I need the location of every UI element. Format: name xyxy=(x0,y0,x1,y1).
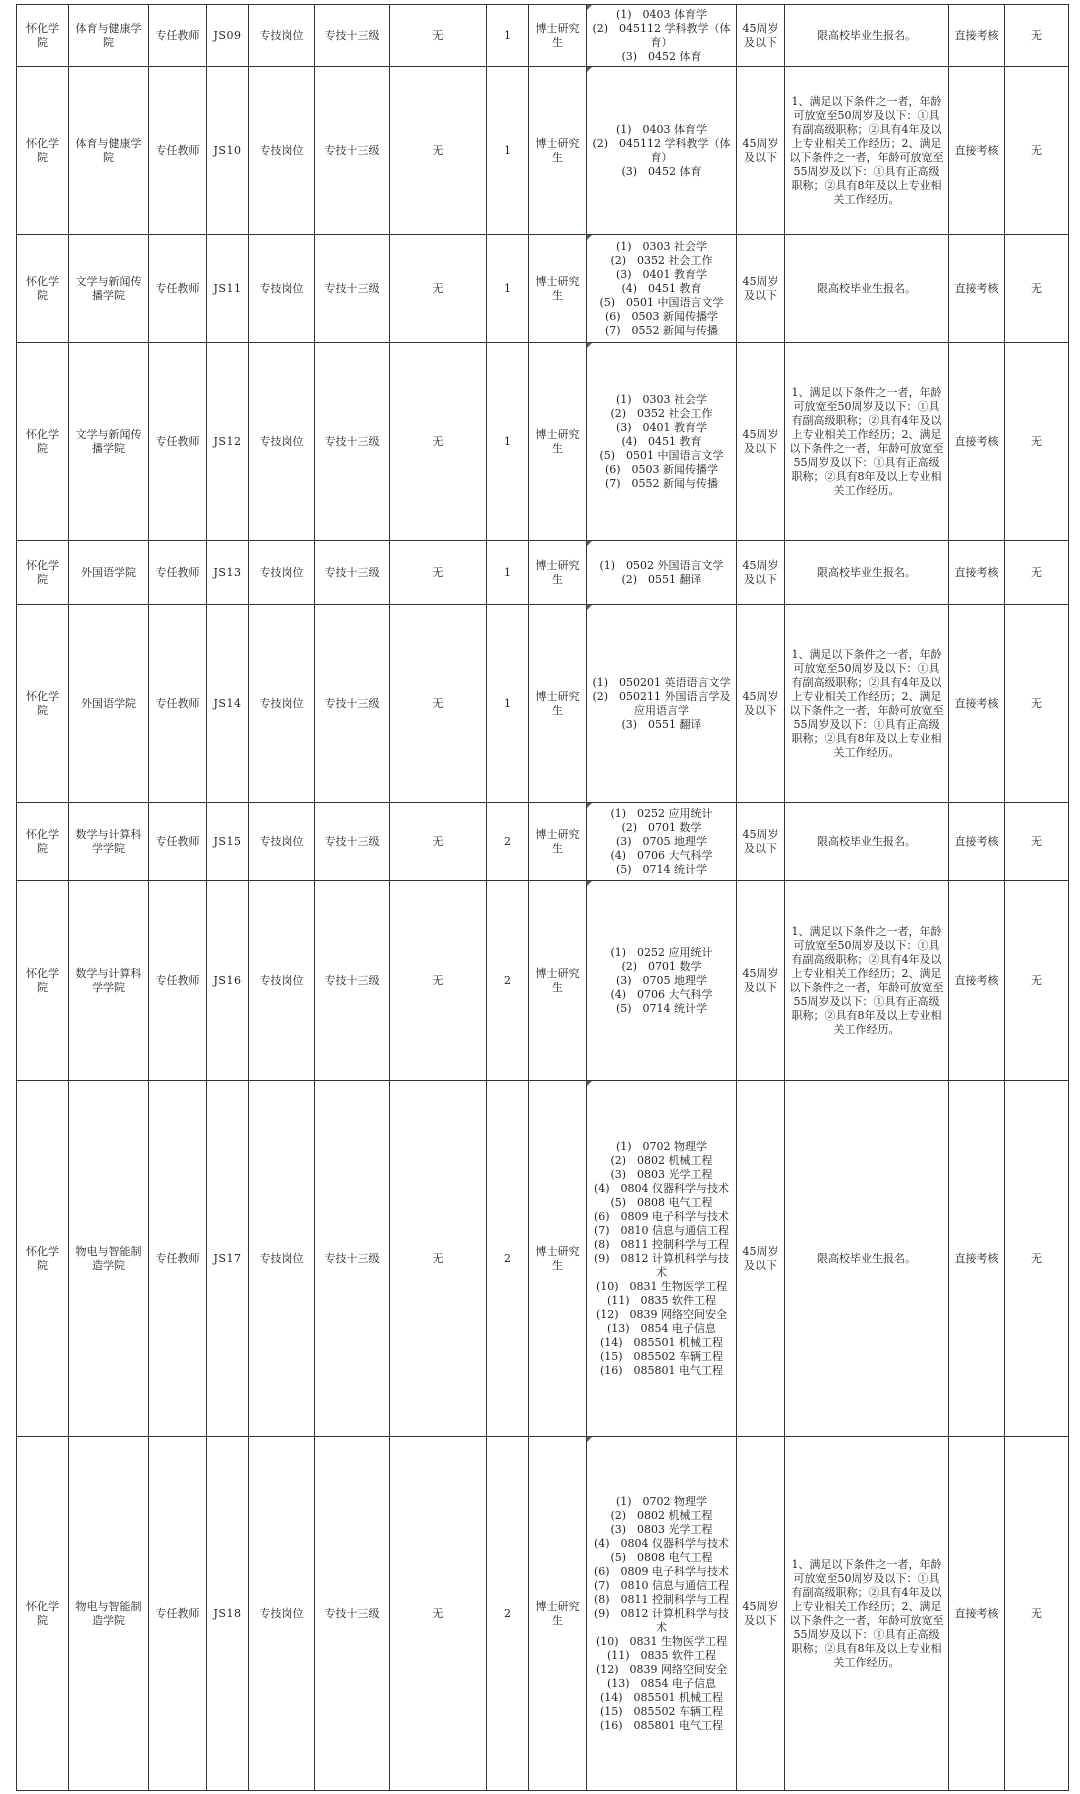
post-category-cell: 专技岗位 xyxy=(249,343,315,541)
department-cell: 外国语学院 xyxy=(69,605,149,803)
major-item: (1) 0252 应用统计 xyxy=(610,806,713,820)
school-name-cell: 怀化学院 xyxy=(17,1437,69,1791)
major-item: (8) 0811 控制科学与工程 xyxy=(593,1592,730,1606)
education-cell: 博士研究生 xyxy=(529,67,587,235)
major-item: (1) 0502 外国语言文学 xyxy=(599,558,724,572)
job-title-cell: 专任教师 xyxy=(149,67,207,235)
post-level-cell: 专技十三级 xyxy=(315,605,390,803)
job-code-cell: JS12 xyxy=(207,343,249,541)
post-level-cell: 专技十三级 xyxy=(315,881,390,1081)
major-item: (3) 0452 体育 xyxy=(621,49,702,63)
major-item: (1) 050201 英语语言文学 xyxy=(592,675,731,689)
remark-cell: 无 xyxy=(1005,1437,1069,1791)
recruitment-table xyxy=(16,4,1069,1791)
school-name-cell: 怀化学院 xyxy=(17,803,69,881)
post-level-cell: 专技十三级 xyxy=(315,541,390,605)
post-category-cell: 专技岗位 xyxy=(249,803,315,881)
other-requirement-cell: 无 xyxy=(390,803,487,881)
major-item: (4) 0706 大气科学 xyxy=(610,987,713,1001)
table-row xyxy=(17,605,1069,803)
education-cell: 博士研究生 xyxy=(529,235,587,343)
table-row xyxy=(17,803,1069,881)
major-item: (6) 0809 电子科学与技术 xyxy=(593,1564,730,1578)
post-level-cell: 专技十三级 xyxy=(315,1081,390,1437)
job-title-cell: 专任教师 xyxy=(149,1081,207,1437)
majors-cell xyxy=(587,235,737,343)
major-item: (16) 085801 电气工程 xyxy=(599,1718,724,1732)
major-item: (14) 085501 机械工程 xyxy=(599,1690,724,1704)
post-level-cell: 专技十三级 xyxy=(315,803,390,881)
major-item: (12) 0839 网络空间安全 xyxy=(595,1307,728,1321)
school-name-cell: 怀化学院 xyxy=(17,67,69,235)
post-level-cell: 专技十三级 xyxy=(315,1437,390,1791)
assessment-method-cell: 直接考核 xyxy=(949,343,1005,541)
major-item: (7) 0810 信息与通信工程 xyxy=(593,1578,730,1592)
post-category-cell: 专技岗位 xyxy=(249,1437,315,1791)
major-item: (9) 0812 计算机科学与技术 xyxy=(593,1606,730,1634)
hire-count-cell: 1 xyxy=(487,605,529,803)
age-limit-cell: 45周岁及以下 xyxy=(737,1437,785,1791)
other-requirement-cell: 无 xyxy=(390,605,487,803)
major-item: (16) 085801 电气工程 xyxy=(599,1363,724,1377)
job-title-cell: 专任教师 xyxy=(149,343,207,541)
school-name-cell: 怀化学院 xyxy=(17,343,69,541)
job-code-cell: JS18 xyxy=(207,1437,249,1791)
major-item: (4) 0804 仪器科学与技术 xyxy=(593,1181,730,1195)
major-item: (1) 0303 社会学 xyxy=(615,392,708,406)
age-limit-cell: 45周岁及以下 xyxy=(737,803,785,881)
major-item: (3) 0803 光学工程 xyxy=(610,1522,713,1536)
school-name-cell: 怀化学院 xyxy=(17,1081,69,1437)
major-item: (15) 085502 车辆工程 xyxy=(599,1704,724,1718)
education-cell: 博士研究生 xyxy=(529,605,587,803)
major-item: (3) 0452 体育 xyxy=(621,164,702,178)
hire-count-cell: 2 xyxy=(487,881,529,1081)
post-category-cell: 专技岗位 xyxy=(249,881,315,1081)
department-cell: 数学与计算科学学院 xyxy=(69,881,149,1081)
job-title-cell: 专任教师 xyxy=(149,541,207,605)
notes-cell: 限高校毕业生报名。 xyxy=(785,5,949,67)
table-row xyxy=(17,881,1069,1081)
major-item: (5) 0501 中国语言文学 xyxy=(599,295,724,309)
school-name-cell: 怀化学院 xyxy=(17,605,69,803)
other-requirement-cell: 无 xyxy=(390,881,487,1081)
major-item: (6) 0503 新闻传播学 xyxy=(604,462,719,476)
department-cell: 数学与计算科学学院 xyxy=(69,803,149,881)
other-requirement-cell: 无 xyxy=(390,67,487,235)
major-item: (5) 0808 电气工程 xyxy=(610,1195,713,1209)
major-item: (11) 0835 软件工程 xyxy=(606,1293,717,1307)
majors-cell xyxy=(587,343,737,541)
major-item: (2) 045112 学科教学（体育） xyxy=(592,136,731,164)
notes-cell: 限高校毕业生报名。 xyxy=(785,1081,949,1437)
majors-cell xyxy=(587,881,737,1081)
assessment-method-cell: 直接考核 xyxy=(949,803,1005,881)
notes-cell: 1、满足以下条件之一者，年龄可放宽至50周岁及以下：①具有副高级职称；②具有4年及以上专业相关工作经历；2、满足以下条件之一者，年龄可放宽至55周岁及以下：①具有正高级职称；②具有8年及以上专业相关工作经历。 xyxy=(785,881,949,1081)
school-name-cell: 怀化学院 xyxy=(17,881,69,1081)
other-requirement-cell: 无 xyxy=(390,343,487,541)
hire-count-cell: 2 xyxy=(487,1081,529,1437)
majors-cell xyxy=(587,1081,737,1437)
job-code-cell: JS15 xyxy=(207,803,249,881)
hire-count-cell: 1 xyxy=(487,235,529,343)
assessment-method-cell: 直接考核 xyxy=(949,235,1005,343)
school-name-cell: 怀化学院 xyxy=(17,5,69,67)
education-cell: 博士研究生 xyxy=(529,881,587,1081)
school-name-cell: 怀化学院 xyxy=(17,235,69,343)
job-code-cell: JS13 xyxy=(207,541,249,605)
hire-count-cell: 2 xyxy=(487,803,529,881)
major-item: (14) 085501 机械工程 xyxy=(599,1335,724,1349)
notes-cell: 1、满足以下条件之一者，年龄可放宽至50周岁及以下：①具有副高级职称；②具有4年及以上专业相关工作经历；2、满足以下条件之一者，年龄可放宽至55周岁及以下：①具有正高级职称；②具有8年及以上专业相关工作经历。 xyxy=(785,343,949,541)
table-row xyxy=(17,541,1069,605)
notes-cell: 1、满足以下条件之一者，年龄可放宽至50周岁及以下：①具有副高级职称；②具有4年及以上专业相关工作经历；2、满足以下条件之一者，年龄可放宽至55周岁及以下：①具有正高级职称；②具有8年及以上专业相关工作经历。 xyxy=(785,605,949,803)
major-item: (5) 0714 统计学 xyxy=(615,1001,708,1015)
post-category-cell: 专技岗位 xyxy=(249,605,315,803)
table-row xyxy=(17,343,1069,541)
job-code-cell: JS11 xyxy=(207,235,249,343)
table-row xyxy=(17,1437,1069,1791)
school-name-cell: 怀化学院 xyxy=(17,541,69,605)
major-item: (1) 0702 物理学 xyxy=(615,1494,708,1508)
other-requirement-cell: 无 xyxy=(390,5,487,67)
age-limit-cell: 45周岁及以下 xyxy=(737,1081,785,1437)
assessment-method-cell: 直接考核 xyxy=(949,881,1005,1081)
major-item: (2) 0352 社会工作 xyxy=(610,253,713,267)
majors-cell xyxy=(587,541,737,605)
major-item: (3) 0401 教育学 xyxy=(615,420,708,434)
table-row xyxy=(17,5,1069,67)
assessment-method-cell: 直接考核 xyxy=(949,1081,1005,1437)
post-category-cell: 专技岗位 xyxy=(249,67,315,235)
notes-cell: 1、满足以下条件之一者，年龄可放宽至50周岁及以下：①具有副高级职称；②具有4年及以上专业相关工作经历；2、满足以下条件之一者，年龄可放宽至55周岁及以下：①具有正高级职称；②具有8年及以上专业相关工作经历。 xyxy=(785,67,949,235)
job-code-cell: JS14 xyxy=(207,605,249,803)
post-level-cell: 专技十三级 xyxy=(315,67,390,235)
job-title-cell: 专任教师 xyxy=(149,605,207,803)
major-item: (2) 0352 社会工作 xyxy=(610,406,713,420)
major-item: (4) 0451 教育 xyxy=(621,281,702,295)
education-cell: 博士研究生 xyxy=(529,1081,587,1437)
department-cell: 文学与新闻传播学院 xyxy=(69,343,149,541)
job-code-cell: JS16 xyxy=(207,881,249,1081)
major-item: (10) 0831 生物医学工程 xyxy=(595,1634,728,1648)
hire-count-cell: 1 xyxy=(487,343,529,541)
notes-cell: 1、满足以下条件之一者，年龄可放宽至50周岁及以下：①具有副高级职称；②具有4年及以上专业相关工作经历；2、满足以下条件之一者，年龄可放宽至55周岁及以下：①具有正高级职称；②具有8年及以上专业相关工作经历。 xyxy=(785,1437,949,1791)
department-cell: 物电与智能制造学院 xyxy=(69,1081,149,1437)
department-cell: 文学与新闻传播学院 xyxy=(69,235,149,343)
other-requirement-cell: 无 xyxy=(390,1437,487,1791)
remark-cell: 无 xyxy=(1005,67,1069,235)
post-level-cell: 专技十三级 xyxy=(315,343,390,541)
major-item: (3) 0705 地理学 xyxy=(615,834,708,848)
major-item: (13) 0854 电子信息 xyxy=(606,1676,717,1690)
hire-count-cell: 1 xyxy=(487,5,529,67)
major-item: (7) 0552 新闻与传播 xyxy=(604,476,719,490)
post-category-cell: 专技岗位 xyxy=(249,541,315,605)
notes-cell: 限高校毕业生报名。 xyxy=(785,803,949,881)
major-item: (4) 0451 教育 xyxy=(621,434,702,448)
major-item: (8) 0811 控制科学与工程 xyxy=(593,1237,730,1251)
age-limit-cell: 45周岁及以下 xyxy=(737,605,785,803)
assessment-method-cell: 直接考核 xyxy=(949,605,1005,803)
job-code-cell: JS10 xyxy=(207,67,249,235)
assessment-method-cell: 直接考核 xyxy=(949,541,1005,605)
job-title-cell: 专任教师 xyxy=(149,881,207,1081)
major-item: (5) 0501 中国语言文学 xyxy=(599,448,724,462)
major-item: (1) 0252 应用统计 xyxy=(610,945,713,959)
education-cell: 博士研究生 xyxy=(529,5,587,67)
post-level-cell: 专技十三级 xyxy=(315,5,390,67)
remark-cell: 无 xyxy=(1005,5,1069,67)
department-cell: 体育与健康学院 xyxy=(69,5,149,67)
assessment-method-cell: 直接考核 xyxy=(949,5,1005,67)
job-title-cell: 专任教师 xyxy=(149,5,207,67)
major-item: (4) 0706 大气科学 xyxy=(610,848,713,862)
age-limit-cell: 45周岁及以下 xyxy=(737,235,785,343)
major-item: (7) 0552 新闻与传播 xyxy=(604,323,719,337)
department-cell: 体育与健康学院 xyxy=(69,67,149,235)
majors-cell xyxy=(587,605,737,803)
job-title-cell: 专任教师 xyxy=(149,803,207,881)
remark-cell: 无 xyxy=(1005,235,1069,343)
post-level-cell: 专技十三级 xyxy=(315,235,390,343)
age-limit-cell: 45周岁及以下 xyxy=(737,541,785,605)
table-row xyxy=(17,1081,1069,1437)
major-item: (3) 0705 地理学 xyxy=(615,973,708,987)
department-cell: 物电与智能制造学院 xyxy=(69,1437,149,1791)
major-item: (12) 0839 网络空间安全 xyxy=(595,1662,728,1676)
education-cell: 博士研究生 xyxy=(529,541,587,605)
post-category-cell: 专技岗位 xyxy=(249,1081,315,1437)
remark-cell: 无 xyxy=(1005,605,1069,803)
job-title-cell: 专任教师 xyxy=(149,1437,207,1791)
education-cell: 博士研究生 xyxy=(529,343,587,541)
assessment-method-cell: 直接考核 xyxy=(949,67,1005,235)
major-item: (2) 0802 机械工程 xyxy=(610,1508,713,1522)
department-cell: 外国语学院 xyxy=(69,541,149,605)
major-item: (4) 0804 仪器科学与技术 xyxy=(593,1536,730,1550)
major-item: (1) 0403 体育学 xyxy=(615,7,708,21)
major-item: (5) 0808 电气工程 xyxy=(610,1550,713,1564)
majors-cell xyxy=(587,1437,737,1791)
table-row xyxy=(17,235,1069,343)
major-item: (6) 0503 新闻传播学 xyxy=(604,309,719,323)
major-item: (5) 0714 统计学 xyxy=(615,862,708,876)
education-cell: 博士研究生 xyxy=(529,1437,587,1791)
major-item: (11) 0835 软件工程 xyxy=(606,1648,717,1662)
job-title-cell: 专任教师 xyxy=(149,235,207,343)
major-item: (15) 085502 车辆工程 xyxy=(599,1349,724,1363)
remark-cell: 无 xyxy=(1005,803,1069,881)
major-item: (2) 0701 数学 xyxy=(621,820,702,834)
assessment-method-cell: 直接考核 xyxy=(949,1437,1005,1791)
majors-cell xyxy=(587,803,737,881)
majors-cell xyxy=(587,5,737,67)
education-cell: 博士研究生 xyxy=(529,803,587,881)
major-item: (2) 0551 翻译 xyxy=(621,572,702,586)
major-item: (1) 0702 物理学 xyxy=(615,1139,708,1153)
job-code-cell: JS09 xyxy=(207,5,249,67)
job-code-cell: JS17 xyxy=(207,1081,249,1437)
major-item: (3) 0803 光学工程 xyxy=(610,1167,713,1181)
major-item: (7) 0810 信息与通信工程 xyxy=(593,1223,730,1237)
age-limit-cell: 45周岁及以下 xyxy=(737,881,785,1081)
other-requirement-cell: 无 xyxy=(390,541,487,605)
hire-count-cell: 2 xyxy=(487,1437,529,1791)
major-item: (9) 0812 计算机科学与技术 xyxy=(593,1251,730,1279)
post-category-cell: 专技岗位 xyxy=(249,235,315,343)
major-item: (3) 0551 翻译 xyxy=(621,717,702,731)
majors-cell xyxy=(587,67,737,235)
major-item: (1) 0403 体育学 xyxy=(615,122,708,136)
remark-cell: 无 xyxy=(1005,541,1069,605)
notes-cell: 限高校毕业生报名。 xyxy=(785,235,949,343)
age-limit-cell: 45周岁及以下 xyxy=(737,67,785,235)
age-limit-cell: 45周岁及以下 xyxy=(737,343,785,541)
remark-cell: 无 xyxy=(1005,343,1069,541)
hire-count-cell: 1 xyxy=(487,541,529,605)
major-item: (13) 0854 电子信息 xyxy=(606,1321,717,1335)
table-row xyxy=(17,67,1069,235)
remark-cell: 无 xyxy=(1005,881,1069,1081)
other-requirement-cell: 无 xyxy=(390,1081,487,1437)
notes-cell: 限高校毕业生报名。 xyxy=(785,541,949,605)
major-item: (2) 0701 数学 xyxy=(621,959,702,973)
major-item: (6) 0809 电子科学与技术 xyxy=(593,1209,730,1223)
hire-count-cell: 1 xyxy=(487,67,529,235)
major-item: (10) 0831 生物医学工程 xyxy=(595,1279,728,1293)
post-category-cell: 专技岗位 xyxy=(249,5,315,67)
other-requirement-cell: 无 xyxy=(390,235,487,343)
major-item: (2) 045112 学科教学（体育） xyxy=(592,21,731,49)
age-limit-cell: 45周岁及以下 xyxy=(737,5,785,67)
major-item: (2) 050211 外国语言学及应用语言学 xyxy=(592,689,731,717)
remark-cell: 无 xyxy=(1005,1081,1069,1437)
major-item: (1) 0303 社会学 xyxy=(615,239,708,253)
major-item: (3) 0401 教育学 xyxy=(615,267,708,281)
major-item: (2) 0802 机械工程 xyxy=(610,1153,713,1167)
